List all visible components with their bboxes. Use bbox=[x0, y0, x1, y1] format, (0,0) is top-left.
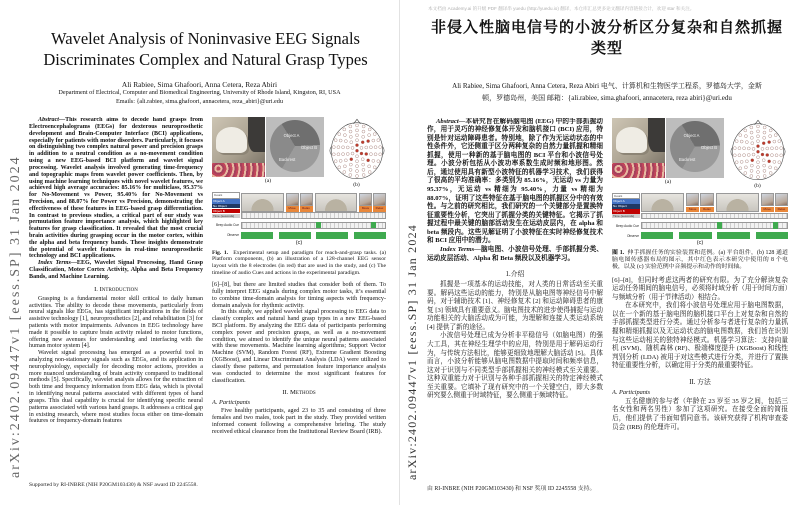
abstract-text: 本研究旨在解码脑电图 (EEG) 中的手部抓握动作，用于灵巧的神经修复体开发和脑机接口 (BCI) 应用，特别是针对运动障碍患者。特别地，除了作为无运动状态的中性条件外，它还侧重于区分两种复杂的自然力量抓握和精细抓握，使用一种新的基于脑电图的 BCI 平台和小波信号处理。小波分析包括从小波功率系数生成时频和地形图。然后，通过使用具有新型小波特征的机器学习技术，我们获得了很高的平均准确率：多类别为 85.16%，无运动 vs 力量为 95.37%，无运动 vs 精细为 95.40%，力量 vs 精细为 88.07%，证明了这些特征在基于脑电图的抓握区分中的有效性。与之前的研究相比，我们研究的一个关键部分是置换特征重要性分析，它突出了抓握分类的关键特征。它揭示了抓握过程中最关键的脑部活动发生在运动皮层内，在 alpha 和 beta 频段内。这些见解证明了小波特征在实时神经修复技术和 BCI 应用中的潜力。 bbox=[427, 117, 603, 245]
legend-time bbox=[212, 214, 240, 218]
grasp-thumbnails bbox=[286, 193, 313, 206]
intro-paragraph-2: Wavelet signal processing has emerged as a powerful tool in analyzing non-stationary signals such as EEGs, and its application in neurophysiology, especially for decoding motor actions, provides a more nuanced understanding of brain activity compared to traditional methods [5]. Specifically, wavelet analysis allows for the extraction of both time and frequency information from EEG data, which is pivotal in identifying neural patterns associated with different types of hand grasps. This dual capability is crucial for identifying specific neural patterns associated with various hand grasps. It addresses a critical gap in existing research, where most studies focus either on time-domain features or frequency-domain features bbox=[29, 350, 203, 425]
title-line-2: Discriminates Complex and Natural Grasp Types bbox=[43, 50, 368, 70]
index-terms-label: Index Terms— bbox=[38, 260, 77, 267]
abstract-text: This research aims to decode hand grasps from Electroencephalograms (EEGs) for dexterous neuroprosthetic development and Brain-Computer Interface (BCI) applications, especially for patients with motor disorders. Particularly, it focuses on distinguishing two complex natural power and precision grasps in addition to a neutral condition as a no-movement condition using a new EEG-based BCI platform and wavelet signal processing. Wavelet analysis involved generating time-frequency and topographic maps from wavelet power coefficients. Then, by using machine learning techniques with novel wavelet features, we achieved high average accuracies: 85.16% for multiclass, 95.37% for No-Movement vs Power, 95.40% for No-Movement vs Precision, and 88.07% for Power vs Precision, demonstrating the effectiveness of these features in EEG-based grasp differentiation. In contrast to previous studies, a critical part of our study was permutation feature importance analysis, which highlighted key features for grasp classification. It revealed that the most crucial brain activities during grasping occur in the motor cortex, within the alpha and beta frequency bands. These insights demonstrate the potential of wavelet features in real-time neuroprosthetic technology and BCI applications. bbox=[29, 117, 203, 260]
timeline-photo-dome bbox=[315, 193, 358, 212]
paradigm-timeline bbox=[612, 193, 788, 246]
legend-no-object bbox=[212, 204, 240, 208]
beep-marker bbox=[717, 222, 722, 229]
body-paragraph-study: 在本研究中，我们将小波信号处理应用于脑电图数据，以在一个新的基于脑电图的脑机接口平台上对复杂和自然的手部抓握类型进行分类。通过分析参与者进行复杂的力量抓握和精细抓握以及无运动状态的脑电图数据，我们旨在识别与这些运动相关的独特神经模式。机器学习算法：支持向量机 (SVM)、随机森林 (RF)、极端梯度提升 (XGBoost) 和线性判别分析 (LDA) 被用于对这些模式进行分类，并进行了置换特征重要性分析，以确定用于分类的最重要特征。 bbox=[612, 302, 788, 370]
observe-block bbox=[279, 232, 311, 239]
figure-1-caption bbox=[212, 250, 386, 277]
legend-object-a-label: Object A bbox=[213, 199, 225, 204]
legend-time-label: Time (seconds) bbox=[213, 213, 235, 218]
beep-cue-label: Beep Audio Cue bbox=[215, 223, 239, 228]
legend-object-a-label: Object A bbox=[613, 199, 625, 204]
column-left bbox=[427, 118, 603, 476]
figure-1-top-row bbox=[612, 118, 788, 189]
legend-time-label: Time (seconds) bbox=[613, 214, 635, 219]
two-column-body bbox=[0, 117, 399, 469]
section-heading-methods: II. 方法 bbox=[689, 378, 711, 386]
timeline-grasp-segment bbox=[686, 193, 713, 212]
timeline-strip bbox=[641, 193, 788, 219]
legend-object-b bbox=[212, 209, 240, 213]
affiliation-line: Department of Electrical, Computer and Biomedical Engineering, University of Rhode Island, Kingston, RI, USA bbox=[58, 88, 341, 96]
grasp-thumb bbox=[686, 193, 699, 206]
arxiv-identifier-right: arXiv:2402.09447v1 [eess.SP] 31 Jan 2024 bbox=[405, 224, 419, 480]
timeline-grasp-segment bbox=[761, 193, 788, 212]
eeg-layout-diagram bbox=[327, 117, 386, 188]
move-chip: Move bbox=[359, 206, 372, 212]
observe-row bbox=[612, 232, 788, 239]
abstract-paragraph bbox=[427, 118, 603, 246]
body-paragraph-study: In this study, we applied wavelet signal processing to EEG data to classify complex and natural hand grasp types in a new EEG-based BCI platform. By analyzing the EEG data of participants performing complex power and precision grasps, as well as a no-movement condition, we aimed to identify the unique neural patterns associated with these movements. Machine learning algorithms; Support Vector Machine (SVM), Random Forest (RF), Extreme Gradient Boosting (XGBoost), and Linear Discriminant Analysis (LDA) were utilized to classify these patterns, and permutation feature importance analysis was conducted to determine the most significant features for classification. bbox=[212, 309, 386, 384]
paradigm-timeline bbox=[212, 192, 386, 245]
index-terms-text: EEG, Wavelet Signal Processing, Hand Grasp Classification, Motor Cortex Activity, Alpha and Beta Frequency Bands, and Machine Learning. bbox=[29, 260, 203, 280]
grasp-thumbnails bbox=[686, 193, 713, 206]
eeg-head-icon bbox=[328, 117, 386, 181]
setup-photos bbox=[212, 117, 324, 184]
beep-cue-row bbox=[612, 222, 788, 228]
relax-chip: Relax bbox=[700, 207, 713, 213]
body-paragraph-refs: [6]–[8], but there are limited studies that consider both of them. To fully interpret EEG signals during complex motor tasks, it’s essential to combine time-domain analysis for timing aspects with frequency-domain analysis for rhythmic activity. bbox=[212, 282, 386, 309]
index-terms-paragraph bbox=[29, 260, 203, 280]
beep-cue-ticks bbox=[241, 222, 386, 228]
legend-no-object bbox=[612, 204, 640, 208]
observe-block bbox=[241, 232, 273, 239]
legend-object-b bbox=[612, 209, 640, 213]
title-line-1: Wavelet Analysis of Noninvasive EEG Signals bbox=[51, 29, 360, 48]
platform-label-object-b: Object B bbox=[301, 144, 318, 150]
legend-no-object-label: No Object bbox=[613, 204, 627, 209]
time-axis-ticks bbox=[641, 213, 788, 219]
timeline-photo-dome bbox=[641, 193, 684, 212]
grasp-thumb bbox=[761, 193, 774, 206]
platform-label-object-a: Object A bbox=[283, 132, 300, 138]
timeline-photo-row bbox=[241, 193, 386, 212]
observe-block bbox=[316, 232, 348, 239]
figure-1-caption bbox=[612, 250, 788, 271]
legend-count-label: Count bbox=[614, 193, 623, 198]
body-paragraph-refs: [6]–[8]，但同时考虑这两者的研究有限。为了充分解读复杂运动任务期间的脑电信号，必须将时域分析（用于时间方面）与频域分析（用于节律活动）相结合。 bbox=[612, 276, 788, 301]
setup-photos bbox=[612, 118, 724, 185]
caption-label: 图 1. bbox=[612, 249, 625, 256]
platform-shape bbox=[216, 127, 247, 153]
authors-affiliation-block: Ali Rabiee, Sima Ghafoori, Anna Cetera, Reza Abiri 电气、计算机和生物医学工程系，罗德岛大学，金斯顿，罗德岛州，美国 邮箱：{ali.rabiee, sima.ghafoori, annacetera, reza abiri}@uri.edu bbox=[452, 82, 762, 103]
paper-title-english bbox=[42, 28, 369, 71]
platform-label-backrest: Backrest bbox=[278, 156, 296, 162]
figure-sublabel-b: (b) bbox=[353, 182, 360, 189]
legend-no-object-label: No Object bbox=[213, 204, 227, 208]
photo-cloth-pattern bbox=[612, 163, 665, 177]
subsection-participants: A. Participants bbox=[212, 399, 251, 407]
move-chip: Move bbox=[286, 206, 299, 212]
beep-cue-ticks bbox=[641, 222, 788, 228]
abstract-label: Abstract— bbox=[38, 117, 66, 124]
participants-paragraph: Five healthy participants, aged 23 to 35 and consisting of three females and two males, took part in the study. They provided written informed consent following a comprehensive briefing. The study received ethical clearance from the Institutional Review Board (IRB). bbox=[212, 408, 386, 435]
cue-chips bbox=[359, 206, 386, 212]
grasp-thumb bbox=[286, 193, 299, 206]
photo-pair bbox=[212, 117, 324, 177]
intro-paragraph-1: 抓握是一项基本的运动技能，对人类的日常活动至关重要。解码这些运动的能力，特别是从脑电图等神经信号中解码，对于辅助技术 [1]、神经修复术 [2] 和运动障碍患者的康复 [3] 领域具有重要意义。脑电图技术的进步使得捕捉与运动功能相关的大脑活动成为可能，为理解和连接人类运动系统 [4] 提供了新的途径。 bbox=[427, 281, 603, 331]
platform-label-object-a: Object A bbox=[683, 133, 700, 139]
platform-label-object-b: Object B bbox=[701, 145, 718, 151]
beep-marker bbox=[371, 222, 376, 229]
eeg-layout-diagram bbox=[727, 118, 788, 189]
column-right bbox=[612, 118, 788, 476]
column-right bbox=[212, 117, 386, 469]
platform-render bbox=[666, 118, 724, 178]
observe-label: Observe bbox=[226, 233, 239, 238]
grasp-thumb bbox=[700, 193, 713, 206]
timeline-top-block bbox=[212, 192, 386, 218]
setup-photo bbox=[612, 118, 665, 178]
funding-footnote: 由 RI-INBRE (NIH P20GM103430) 和 NSF 奖项 ID 2245558 支持。 bbox=[427, 486, 596, 492]
caption-text: Experimental setup and paradigm for reach-and-grasp tasks. (a) Platform components, (b) an illustration of a 128-channel EEG sensor layout with the 8 electrodes (in red) that are used in the study, and (c) The timeline of audio Cues and actions in the experimental paradigm. bbox=[212, 249, 386, 276]
caption-label: Fig. 1. bbox=[212, 249, 229, 256]
setup-photo bbox=[212, 117, 265, 177]
observe-block bbox=[679, 232, 711, 239]
grasp-thumbnails bbox=[761, 193, 788, 206]
abstract-label: Abstract— bbox=[436, 117, 466, 125]
translator-watermark: 本文档由 Academy.ai 的升级 PDF 翻译串 yuedu (http://yuedu.io) 翻译，本仓库汇总更多论文翻译内容链接合计，欢迎 star 和关注。 bbox=[428, 6, 695, 11]
figure-1 bbox=[612, 118, 788, 271]
figure-sublabel-b: (b) bbox=[754, 182, 761, 189]
observe-row bbox=[212, 232, 386, 239]
grasp-thumb bbox=[300, 193, 313, 206]
timeline-photo-row bbox=[641, 193, 788, 212]
observe-block bbox=[354, 232, 386, 239]
relax-chip: Relax bbox=[775, 207, 788, 213]
photo-dark-area bbox=[648, 118, 665, 153]
abstract-paragraph bbox=[29, 117, 203, 260]
legend-count bbox=[612, 193, 640, 199]
legend-object-a bbox=[612, 199, 640, 203]
section-heading-introduction: I. Introduction bbox=[94, 285, 138, 293]
index-terms-text: 脑电图、小波信号处理、手部抓握分类、运动皮层活动、Alpha 和 Beta 频段以及机器学习。 bbox=[427, 245, 603, 262]
funding-footnote: Supported by RI-INBRE (NIH P20GM103430) & NSF award ID 2245558. bbox=[29, 482, 198, 488]
grasp-thumb bbox=[775, 193, 788, 206]
timeline-photo-dome bbox=[716, 193, 759, 212]
index-terms-paragraph bbox=[427, 246, 603, 263]
beep-marker bbox=[316, 222, 321, 229]
cue-chips bbox=[286, 206, 313, 212]
platform-shape bbox=[616, 127, 647, 153]
observe-label: Observe bbox=[626, 233, 639, 238]
observe-blocks bbox=[641, 232, 788, 239]
subsection-participants: A. Participants bbox=[612, 388, 651, 396]
observe-block bbox=[756, 232, 788, 239]
column-left bbox=[29, 117, 203, 469]
grasp-thumb bbox=[373, 193, 386, 206]
emails-line: Emails: {ali.rabiee, sima.ghafoori, annacetera, reza_abiri}@uri.edu bbox=[116, 97, 283, 105]
caption-text: 伸手抓握任务的实验装置和范例。(a) 平台组件，(b) 128 通道脑电图传感器布局的图示，其中红色表示本研究中使用的 8 个电极，以及 (c) 实验范例中音频提示和动作的时间轴。 bbox=[612, 249, 788, 270]
paper-title-chinese: 非侵入性脑电信号的小波分析区分复杂和自然抓握类型 bbox=[430, 20, 783, 57]
two-column-body bbox=[400, 118, 800, 476]
participants-paragraph: 五名健康的参与者（年龄在 23 岁至 35 岁之间，包括三名女性和两名男性）参加了这项研究。在接受全面的简报后，他们提供了书面知情同意书。该研究获得了机构审查委员会 (IRB) 的伦理许可。 bbox=[612, 397, 788, 431]
observe-blocks bbox=[241, 232, 386, 239]
legend-object-a bbox=[212, 199, 240, 203]
figure-sublabel-a: (a) bbox=[264, 178, 272, 185]
section-heading-methods: II. Methods bbox=[282, 389, 316, 397]
relax-chip: Relax bbox=[300, 206, 313, 212]
figure-sublabel-a: (a) bbox=[664, 178, 672, 185]
legend-object-b-label: Object B bbox=[213, 208, 225, 213]
timeline-grasp-segment bbox=[359, 193, 386, 212]
timeline-legend bbox=[612, 193, 640, 219]
timeline-photo-dome bbox=[241, 193, 284, 212]
legend-object-b-label: Object B bbox=[613, 209, 625, 214]
move-chip: Move bbox=[761, 207, 774, 213]
figure-sublabel-c: (c) bbox=[696, 239, 704, 246]
legend-count-label: Count bbox=[214, 193, 223, 198]
index-terms-label: Index Terms— bbox=[440, 245, 481, 253]
legend-count bbox=[212, 192, 240, 198]
platform-label-backrest: Backrest bbox=[678, 156, 696, 162]
arxiv-identifier-left: arXiv:2402.09447v1 [eess.SP] 31 Jan 2024 bbox=[8, 155, 23, 478]
relax-chip: Relax bbox=[373, 206, 386, 212]
intro-paragraph-2: 小波信号处理已成为分析非平稳信号（如脑电图）的强大工具，其在神经生理学中的应用，特别是用于解码运动行为，与传统方法相比，能够更细致地理解大脑活动 [5]。具体而言，小波分析能够从脑电图数据中提取时间和频率信息，这对于识别与不同类型手部抓握相关的神经模式至关重要。这种双重能力对于识别与各种手部抓握相关的特定神经模式至关重要。它填补了现有研究中的一个关键空白，即大多数研究要么侧重于时域特征，要么侧重于频域特征。 bbox=[427, 332, 603, 400]
intro-paragraph-1: Grasping is a fundamental motor skill critical to daily human activities. The ability to decode these movements, particularly from neural signals like EEGs, has significant implications in the fields of assistive technology [1], neuroprosthetics [2], and rehabilitation [3] for patients with motor impairments. Advances in EEG technology have made it possible to capture brain activity related to motor functions, offering new avenues for understanding and interfacing with the human motor system [4]. bbox=[29, 295, 203, 350]
cue-chips bbox=[686, 207, 713, 213]
photo-pair bbox=[612, 118, 724, 178]
figure-sublabel-c: (c) bbox=[295, 239, 303, 246]
timeline-strip bbox=[241, 193, 386, 219]
grasp-thumbnails bbox=[359, 193, 386, 206]
beep-cue-label: Beep Audio Cue bbox=[615, 223, 639, 228]
beep-cue-row bbox=[212, 222, 386, 228]
cue-chips bbox=[761, 207, 788, 213]
observe-block bbox=[717, 232, 749, 239]
move-chip: Move bbox=[686, 207, 699, 213]
figure-1-top-row bbox=[212, 117, 386, 188]
figure-1 bbox=[212, 117, 386, 276]
authors-line: Ali Rabiee, Sima Ghafoori, Anna Cetera, Reza Abiri bbox=[121, 79, 278, 89]
platform-render bbox=[266, 117, 324, 177]
timeline-top-block bbox=[612, 193, 788, 219]
timeline-grasp-segment bbox=[286, 193, 313, 212]
timeline-legend bbox=[212, 192, 240, 218]
section-heading-introduction: 1.介绍 bbox=[505, 271, 525, 279]
observe-block bbox=[641, 232, 673, 239]
time-axis-ticks bbox=[241, 212, 386, 218]
photo-cloth-pattern bbox=[212, 163, 265, 177]
beep-marker bbox=[773, 222, 778, 229]
grasp-thumb bbox=[359, 193, 372, 206]
eeg-head-icon bbox=[729, 118, 787, 182]
paper-page-chinese bbox=[400, 0, 800, 505]
photo-dark-area bbox=[248, 117, 265, 152]
legend-time bbox=[612, 214, 640, 218]
